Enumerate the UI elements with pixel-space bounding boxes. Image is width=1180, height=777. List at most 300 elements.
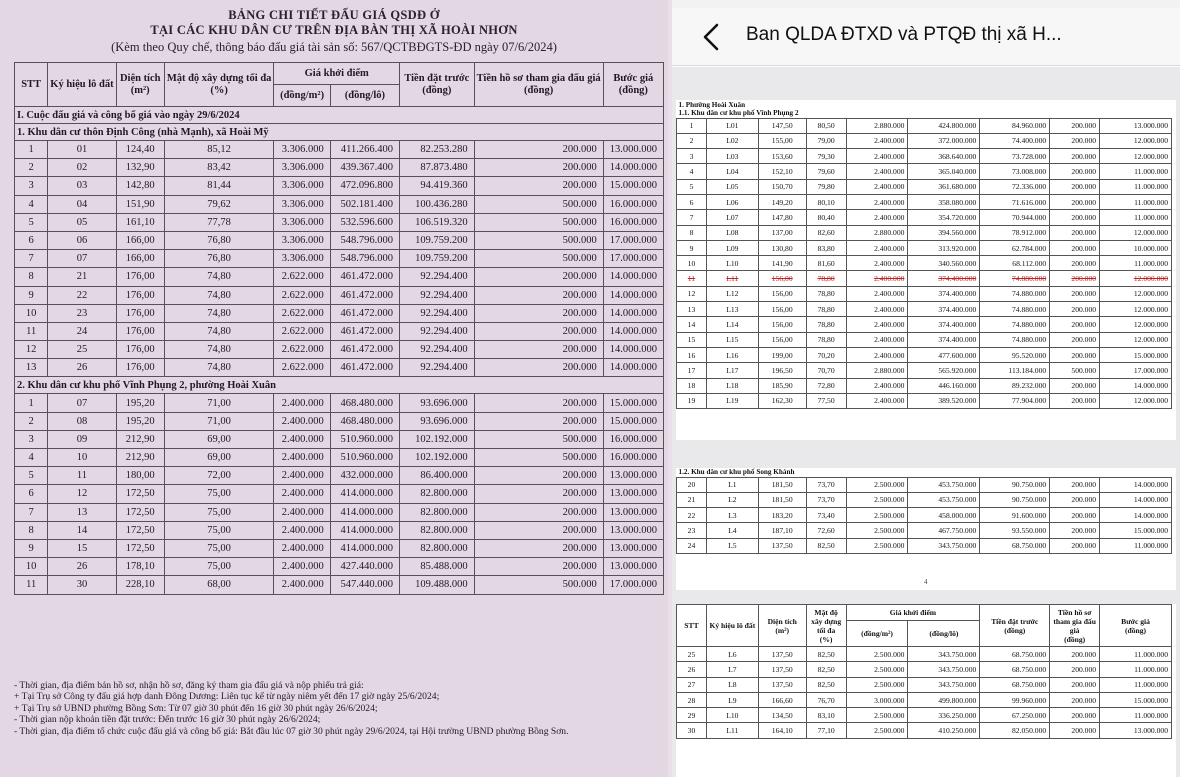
table-cell: 16.000.000 <box>603 430 663 448</box>
table-cell: 2.400.000 <box>274 412 330 430</box>
table-cell: 2.400.000 <box>846 317 908 332</box>
table-cell: 12.000.000 <box>1100 286 1172 301</box>
table-cell: 12 <box>15 341 48 359</box>
table-cell: 89.232.000 <box>980 378 1050 393</box>
header-dong-lo: (đồng/lô) <box>908 621 980 647</box>
table-cell: 2.400.000 <box>846 194 908 209</box>
table-cell: 2.500.000 <box>846 477 908 492</box>
table-row <box>677 194 1172 209</box>
table-cell: 11.000.000 <box>1100 662 1172 677</box>
table-cell: 78,80 <box>806 317 846 332</box>
table-cell: 15.000.000 <box>603 177 663 195</box>
table-cell: 11.000.000 <box>1100 256 1172 271</box>
table-row <box>15 467 664 485</box>
header-kyhieu: Ký hiệu lô đất <box>48 63 116 107</box>
table-cell: 10.000.000 <box>1100 240 1172 255</box>
header-stt: STT <box>677 605 707 647</box>
table-cell: 374.400.000 <box>908 286 980 301</box>
table-row <box>677 477 1172 492</box>
table-cell: 11 <box>15 576 48 594</box>
table-cell: L17 <box>706 363 758 378</box>
doc-subtitle: TẠI CÁC KHU DÂN CƯ TRÊN ĐỊA BÀN THỊ XÃ HOÀI NHƠN <box>150 23 518 37</box>
table-cell: 414.000.000 <box>330 539 399 557</box>
table-cell: 9 <box>15 539 48 557</box>
table-cell: 130,80 <box>758 240 806 255</box>
table-cell: 5 <box>677 179 707 194</box>
table-cell: 12.000.000 <box>1100 271 1172 286</box>
table-cell: 176,00 <box>116 286 164 304</box>
table-cell: 200.000 <box>1050 523 1100 538</box>
table-cell: 134,50 <box>758 708 806 723</box>
table-cell: 67.250.000 <box>980 708 1050 723</box>
table-cell: 2.400.000 <box>846 378 908 393</box>
table-cell: 74,80 <box>164 322 274 340</box>
table-cell: 411.266.400 <box>330 141 399 159</box>
table-cell: 90.750.000 <box>980 492 1050 507</box>
table-cell: 461.472.000 <box>330 304 399 322</box>
table-row <box>677 210 1172 225</box>
table-cell: 13.000.000 <box>603 503 663 521</box>
table-cell: 500.000 <box>474 250 603 268</box>
table-row <box>677 523 1172 538</box>
table-cell: 99.960.000 <box>980 692 1050 707</box>
table-cell: L18 <box>706 378 758 393</box>
table-cell: 149,20 <box>758 194 806 209</box>
table-cell: 212,90 <box>116 430 164 448</box>
table-cell: 164,10 <box>758 723 806 738</box>
table-cell: 7 <box>677 210 707 225</box>
header-giakhoidiem: Giá khởi điểm <box>274 63 400 85</box>
table-cell: 92.294.400 <box>400 268 475 286</box>
table-cell: 15.000.000 <box>603 412 663 430</box>
table-cell: 26 <box>48 558 116 576</box>
table-cell: 200.000 <box>474 159 603 177</box>
table-cell: 12.000.000 <box>1100 332 1172 347</box>
table-cell: 196,50 <box>758 363 806 378</box>
table-cell: 137,50 <box>758 647 806 662</box>
table-cell: 200.000 <box>1050 133 1100 148</box>
table-cell: 85,12 <box>164 141 274 159</box>
auction-detail-table <box>14 62 664 595</box>
group-heading <box>15 377 664 394</box>
table-cell: 156,00 <box>758 286 806 301</box>
table-cell: 374.400.000 <box>908 302 980 317</box>
table-cell: 71,00 <box>164 394 274 412</box>
table-cell: 77.904.000 <box>980 393 1050 408</box>
table-cell: 71.616.000 <box>980 194 1050 209</box>
table-cell: 11.000.000 <box>1100 210 1172 225</box>
table-cell: 11.000.000 <box>1100 164 1172 179</box>
table-cell: 13.000.000 <box>603 558 663 576</box>
table-cell: 172,50 <box>116 485 164 503</box>
table-row <box>15 558 664 576</box>
table-cell: 200.000 <box>1050 332 1100 347</box>
table-cell: 427.440.000 <box>330 558 399 576</box>
table-cell: 74.880.000 <box>980 317 1050 332</box>
table-cell: 156,00 <box>758 317 806 332</box>
table-cell: 153,60 <box>758 149 806 164</box>
table-cell: 29 <box>677 708 707 723</box>
table-cell: L02 <box>706 133 758 148</box>
table-cell: 2.400.000 <box>274 430 330 448</box>
table-cell: 414.000.000 <box>330 503 399 521</box>
table-cell: 147,50 <box>758 118 806 133</box>
table-cell: 4 <box>15 449 48 467</box>
table-cell: 185,90 <box>758 378 806 393</box>
group-heading <box>15 124 664 141</box>
table-cell: 151,90 <box>116 195 164 213</box>
table-cell: 19 <box>677 393 707 408</box>
table-cell: 14.000.000 <box>1100 492 1172 507</box>
table-cell: 73,70 <box>806 477 846 492</box>
table-cell: 03 <box>48 177 116 195</box>
table-cell: 17.000.000 <box>603 576 663 594</box>
table-cell: 62.784.000 <box>980 240 1050 255</box>
table-cell: 22 <box>677 508 707 523</box>
table-cell: 124,40 <box>116 141 164 159</box>
table-row <box>15 359 664 377</box>
table-cell: 7 <box>15 503 48 521</box>
table-cell: 200.000 <box>474 268 603 286</box>
header-kyhieu: Ký hiệu lô đất <box>706 605 758 647</box>
table-cell: 2.622.000 <box>274 286 330 304</box>
table-cell: 2.880.000 <box>846 225 908 240</box>
table-cell: 72.336.000 <box>980 179 1050 194</box>
table-cell: 195,20 <box>116 412 164 430</box>
table-cell: 13.000.000 <box>603 141 663 159</box>
table-cell: 2.400.000 <box>274 521 330 539</box>
table-cell: 79,00 <box>806 133 846 148</box>
table-cell: 13 <box>15 359 48 377</box>
header-buocgia: Bước giá (đồng) <box>603 63 663 107</box>
table-cell: 80,40 <box>806 210 846 225</box>
table-cell: 150,70 <box>758 179 806 194</box>
table-row <box>677 492 1172 507</box>
table-cell: 11 <box>677 271 707 286</box>
table-cell: 83,42 <box>164 159 274 177</box>
table-cell: 200.000 <box>1050 477 1100 492</box>
table-row <box>677 363 1172 378</box>
table-cell: 102.192.000 <box>400 430 475 448</box>
table-cell: 343.750.000 <box>908 538 980 553</box>
header-dientich: Diện tích (m²) <box>116 63 164 107</box>
table-row <box>15 231 664 249</box>
table-cell: 74,80 <box>164 359 274 377</box>
table-cell: 2.880.000 <box>846 363 908 378</box>
table-cell: 15.000.000 <box>1100 347 1172 362</box>
table-cell: 156,00 <box>758 332 806 347</box>
table-cell: 92.294.400 <box>400 322 475 340</box>
table-cell: 147,80 <box>758 210 806 225</box>
table-cell: L07 <box>706 210 758 225</box>
table-cell: 468.480.000 <box>330 394 399 412</box>
table-cell: 100.436.280 <box>400 195 475 213</box>
table-cell: 07 <box>48 394 116 412</box>
table-cell: 2.400.000 <box>274 558 330 576</box>
pdf-page-2[interactable] <box>676 468 1176 590</box>
table-cell: 10 <box>48 449 116 467</box>
table-cell: 8 <box>15 521 48 539</box>
table-row <box>677 240 1172 255</box>
table-cell: 14 <box>48 521 116 539</box>
table-cell: 565.920.000 <box>908 363 980 378</box>
table-cell: 12 <box>677 286 707 301</box>
table-cell: 73,70 <box>806 492 846 507</box>
subsection-heading-label: 1.1. Khu dân cư khu phố Vĩnh Phụng 2 <box>678 109 799 118</box>
table-cell: 2.400.000 <box>274 503 330 521</box>
table-cell: L06 <box>706 194 758 209</box>
table-cell: 200.000 <box>1050 538 1100 553</box>
doc-reference: (Kèm theo Quy chế, thông báo đấu giá tài sản số: 567/QCTBĐGTS-ĐD ngày 07/6/2024) <box>111 40 557 54</box>
table-cell: 5 <box>15 467 48 485</box>
table-cell: 2 <box>15 412 48 430</box>
table-cell: 80,50 <box>806 118 846 133</box>
table-cell: 109.488.000 <box>400 576 475 594</box>
table-cell: 472.096.800 <box>330 177 399 195</box>
table-cell: 72,80 <box>806 378 846 393</box>
header-tiendat: Tiền đặt trước (đồng) <box>400 63 475 107</box>
table-cell: 01 <box>48 141 116 159</box>
table-cell: 161,10 <box>116 213 164 231</box>
table-cell: 162,30 <box>758 393 806 408</box>
table-cell: 106.519.320 <box>400 213 475 231</box>
table-cell: 102.192.000 <box>400 449 475 467</box>
table-cell: 3 <box>15 430 48 448</box>
table-cell: 17.000.000 <box>1100 363 1172 378</box>
table-cell: 180,00 <box>116 467 164 485</box>
table-cell: 74,80 <box>164 268 274 286</box>
table-cell: 200.000 <box>1050 240 1100 255</box>
table-cell: 2.500.000 <box>846 677 908 692</box>
table-cell: 3.306.000 <box>274 195 330 213</box>
group-heading-label: 2. Khu dân cư khu phố Vĩnh Phụng 2, phường Hoài Xuân <box>15 377 664 394</box>
table-cell: 176,00 <box>116 268 164 286</box>
table-cell: 547.440.000 <box>330 576 399 594</box>
table-cell: 12.000.000 <box>1100 317 1172 332</box>
table-cell: 13.000.000 <box>603 539 663 557</box>
table-cell: 12.000.000 <box>1100 393 1172 408</box>
table-cell: 166,60 <box>758 692 806 707</box>
header-dientich: Diện tích (m²) <box>758 605 806 647</box>
table-cell: 76,80 <box>164 231 274 249</box>
table-cell: 73.728.000 <box>980 149 1050 164</box>
table-cell: 68.750.000 <box>980 538 1050 553</box>
table-cell: 200.000 <box>1050 492 1100 507</box>
back-chevron-icon[interactable] <box>700 22 724 52</box>
table-cell: 30 <box>48 576 116 594</box>
table-cell: 68.750.000 <box>980 647 1050 662</box>
table-row <box>677 149 1172 164</box>
table-cell: 200.000 <box>1050 723 1100 738</box>
table-cell: 156,00 <box>758 271 806 286</box>
table-cell: 183,20 <box>758 508 806 523</box>
table-cell: 3.306.000 <box>274 159 330 177</box>
table-cell: 16.000.000 <box>603 449 663 467</box>
table-cell: 178,10 <box>116 558 164 576</box>
table-cell: 14.000.000 <box>603 304 663 322</box>
table-cell: L11 <box>706 723 758 738</box>
table-cell: 4 <box>15 195 48 213</box>
table-cell: 23 <box>677 523 707 538</box>
table-cell: 458.000.000 <box>908 508 980 523</box>
table-cell: 93.696.000 <box>400 412 475 430</box>
section-heading <box>15 107 664 124</box>
pdf-page-1[interactable] <box>676 100 1176 440</box>
table-cell: 313.920.000 <box>908 240 980 255</box>
table-cell: 82,50 <box>806 647 846 662</box>
table-cell: 27 <box>677 677 707 692</box>
table-cell: 200.000 <box>474 412 603 430</box>
header-matdo: Mật độ xây dựng tối đa (%) <box>806 605 846 647</box>
table-cell: 3 <box>15 177 48 195</box>
table-cell: 68.750.000 <box>980 677 1050 692</box>
table-cell: 70,20 <box>806 347 846 362</box>
table-cell: 453.750.000 <box>908 477 980 492</box>
table-row <box>15 195 664 213</box>
table-cell: 75,00 <box>164 539 274 557</box>
table-cell: 2.400.000 <box>846 271 908 286</box>
group-heading-label: 1. Khu dân cư thôn Định Công (nhà Mạnh), xã Hoài Mỹ <box>15 124 664 141</box>
table-cell: 155,00 <box>758 133 806 148</box>
table-cell: 74,80 <box>164 341 274 359</box>
table-cell: 2.400.000 <box>846 210 908 225</box>
table-cell: 340.560.000 <box>908 256 980 271</box>
table-cell: 85.488.000 <box>400 558 475 576</box>
table-cell: 113.184.000 <box>980 363 1050 378</box>
subsection-heading-label: 1.2. Khu dân cư khu phố Song Khánh <box>678 468 795 477</box>
table-cell: 82.800.000 <box>400 539 475 557</box>
table-cell: 10 <box>677 256 707 271</box>
table-cell: 200.000 <box>1050 378 1100 393</box>
table-cell: 394.560.000 <box>908 225 980 240</box>
table-cell: 14.000.000 <box>603 322 663 340</box>
table-row <box>15 322 664 340</box>
table-cell: 2.400.000 <box>274 539 330 557</box>
table-cell: 78.912.000 <box>980 225 1050 240</box>
table-cell: 3 <box>677 149 707 164</box>
table-cell: L09 <box>706 240 758 255</box>
table-cell: 74.880.000 <box>980 332 1050 347</box>
table-cell: 02 <box>48 159 116 177</box>
note-line: + Tại Trụ sở Công ty đấu giá hợp danh Đông Dương: Liên tục kể từ ngày niêm yết đến 17 giờ ngày 25/6/2024; <box>14 691 440 703</box>
table-cell: 83,80 <box>806 240 846 255</box>
table-cell: 467.750.000 <box>908 523 980 538</box>
table-cell: 05 <box>48 213 116 231</box>
table-cell: 11.000.000 <box>1100 194 1172 209</box>
table-cell: 75,00 <box>164 485 274 503</box>
table-row <box>677 302 1172 317</box>
table-row <box>677 393 1172 408</box>
table-cell: 11.000.000 <box>1100 708 1172 723</box>
table-cell: 12.000.000 <box>1100 133 1172 148</box>
table-cell: 200.000 <box>1050 677 1100 692</box>
table-row <box>15 485 664 503</box>
table-cell: 200.000 <box>1050 347 1100 362</box>
table-cell: 228,10 <box>116 576 164 594</box>
table-cell: 374.400.000 <box>908 317 980 332</box>
table-cell: 200.000 <box>474 304 603 322</box>
table-cell: 200.000 <box>474 341 603 359</box>
table-cell: 86.400.000 <box>400 467 475 485</box>
table-row <box>15 250 664 268</box>
table-cell: L1 <box>706 477 758 492</box>
table-cell: 200.000 <box>1050 708 1100 723</box>
table-cell: 2.500.000 <box>846 723 908 738</box>
table-cell: 2.500.000 <box>846 523 908 538</box>
table-cell: 82.253.280 <box>400 141 475 159</box>
table-cell: 6 <box>15 485 48 503</box>
table-cell: 1 <box>15 394 48 412</box>
table-row <box>677 317 1172 332</box>
table-cell: 14.000.000 <box>1100 378 1172 393</box>
table-cell: 17.000.000 <box>603 231 663 249</box>
table-cell: 79,62 <box>164 195 274 213</box>
table-cell: 2.400.000 <box>846 347 908 362</box>
table-row <box>677 378 1172 393</box>
table-cell: 92.294.400 <box>400 341 475 359</box>
table-cell: 68.112.000 <box>980 256 1050 271</box>
table-cell: 2.880.000 <box>846 118 908 133</box>
note-line: - Thời gian, địa điểm tổ chức cuộc đấu giá và công bố giá: Bắt đầu lúc 07 giờ 30 phút ngày 29/6/2024, tại Hội trường UBND phường Bồng Sơn. <box>14 725 569 737</box>
table-cell: 17 <box>677 363 707 378</box>
table-cell: 12 <box>48 485 116 503</box>
table-cell: L12 <box>706 286 758 301</box>
table-cell: 93.696.000 <box>400 394 475 412</box>
table-cell: 548.796.000 <box>330 231 399 249</box>
table-cell: 156,00 <box>758 302 806 317</box>
table-cell: 21 <box>48 268 116 286</box>
table-cell: 176,00 <box>116 359 164 377</box>
pdf-page-3[interactable] <box>676 604 1176 777</box>
table-row <box>15 177 664 195</box>
table-cell: 200.000 <box>474 539 603 557</box>
table-cell: 510.960.000 <box>330 430 399 448</box>
table-cell: 461.472.000 <box>330 359 399 377</box>
table-cell: 74,80 <box>164 304 274 322</box>
table-cell: 137,00 <box>758 225 806 240</box>
table-cell: 172,50 <box>116 539 164 557</box>
table-cell: 2.400.000 <box>846 256 908 271</box>
table-cell: 500.000 <box>474 231 603 249</box>
table-cell: 87.873.480 <box>400 159 475 177</box>
header-buocgia: Bước giá (đồng) <box>1100 605 1172 647</box>
table-cell: 2.622.000 <box>274 341 330 359</box>
table-cell: 200.000 <box>1050 286 1100 301</box>
table-cell: 82,50 <box>806 538 846 553</box>
table-cell: 200.000 <box>474 141 603 159</box>
table-cell: L04 <box>706 164 758 179</box>
status-bar <box>672 0 1180 8</box>
table-cell: 548.796.000 <box>330 250 399 268</box>
table-cell: 75,00 <box>164 558 274 576</box>
table-cell: 12.000.000 <box>1100 302 1172 317</box>
table-row <box>15 412 664 430</box>
table-cell: 166,00 <box>116 231 164 249</box>
header-tienhoso: Tiền hồ sơ tham gia đấu giá (đồng) <box>1050 605 1100 647</box>
table-cell: 109.759.200 <box>400 250 475 268</box>
table-cell: 361.680.000 <box>908 179 980 194</box>
table-cell: 8 <box>15 268 48 286</box>
phone-screenshot <box>672 0 1180 777</box>
table-cell: 04 <box>48 195 116 213</box>
table-cell: 23 <box>48 304 116 322</box>
table-cell: 195,20 <box>116 394 164 412</box>
table-cell: 11.000.000 <box>1100 677 1172 692</box>
table-cell: 2.400.000 <box>846 286 908 301</box>
table-cell: 9 <box>15 286 48 304</box>
table-cell: 81,60 <box>806 256 846 271</box>
table-cell: 77,78 <box>164 213 274 231</box>
